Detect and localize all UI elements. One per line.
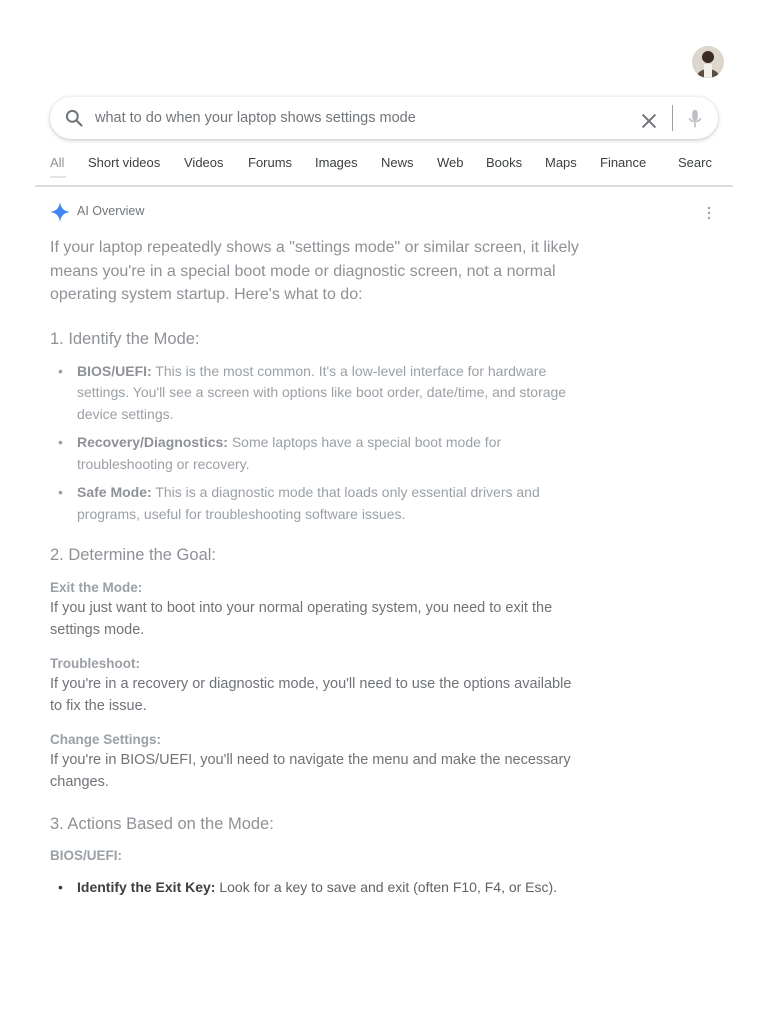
list-item-term: Recovery/Diagnostics: xyxy=(77,434,228,450)
section-heading: 2. Determine the Goal: xyxy=(50,546,216,564)
close-icon[interactable] xyxy=(638,110,660,132)
tab-search[interactable]: Searc xyxy=(678,155,712,170)
list-item-term: BIOS/UEFI: xyxy=(77,362,152,379)
list-item xyxy=(50,361,580,426)
active-tab-indicator xyxy=(50,176,66,178)
tab-videos[interactable]: Videos xyxy=(184,155,224,170)
ai-overview-intro: If your laptop repeatedly shows a "settings mode" or similar screen, it likely means you're in a special boot mode or diagnostic screen, not a normal operating system startup. Here's what to do: xyxy=(50,239,579,303)
tabs-divider xyxy=(35,185,733,187)
goal-title: Troubleshoot: xyxy=(50,656,140,671)
list-item xyxy=(50,877,580,899)
list-item-term: Safe Mode: xyxy=(77,484,152,500)
avatar[interactable] xyxy=(692,46,724,78)
tab-books[interactable]: Books xyxy=(486,155,523,170)
subsection-heading: BIOS/UEFI: xyxy=(50,848,123,863)
tab-all[interactable]: All xyxy=(50,155,65,170)
more-options-icon[interactable] xyxy=(706,205,712,221)
list-item-text: This is a diagnostic mode that loads only essential drivers and programs, useful for troubleshooting software issues. xyxy=(77,484,540,522)
goal-text: If you just want to boot into your normal operating system, you need to exit the settings mode. xyxy=(50,600,553,638)
tab-images[interactable]: Images xyxy=(315,155,358,170)
mode-list xyxy=(50,361,580,526)
ai-overview-content xyxy=(50,236,580,899)
list-item-text: This is the most common. It's a low-level interface for hardware settings. You'll see a screen with options like boot order, date/time, and storage device settings. xyxy=(77,362,567,422)
list-item-text: Look for a key to save and exit (often F10, F4, or Esc). xyxy=(215,879,558,895)
goal-title: Change Settings: xyxy=(50,732,162,747)
list-item xyxy=(50,432,580,475)
tab-web[interactable]: Web xyxy=(437,155,464,170)
list-item xyxy=(50,482,580,525)
tab-forums[interactable]: Forums xyxy=(248,155,293,170)
action-list xyxy=(50,877,580,899)
section-heading: 3. Actions Based on the Mode: xyxy=(50,815,274,833)
goal-title: Exit the Mode: xyxy=(50,580,143,595)
ai-sparkle-icon xyxy=(49,201,71,223)
section-heading: 1. Identify the Mode: xyxy=(50,329,200,348)
search-input[interactable] xyxy=(95,107,615,129)
tab-finance[interactable]: Finance xyxy=(600,155,647,170)
list-item-term: Identify the Exit Key: xyxy=(77,879,216,895)
ai-overview-label: AI Overview xyxy=(77,204,145,218)
goal-text: If you're in BIOS/UEFI, you'll need to navigate the menu and make the necessary changes. xyxy=(50,752,571,790)
search-box[interactable] xyxy=(50,97,718,139)
tab-short-videos[interactable]: Short videos xyxy=(88,155,161,170)
tab-maps[interactable]: Maps xyxy=(545,155,577,170)
tab-news[interactable]: News xyxy=(381,155,414,170)
search-divider xyxy=(672,105,673,131)
list-item-text: Some laptops have a special boot mode for troubleshooting or recovery. xyxy=(77,434,502,472)
microphone-icon[interactable] xyxy=(686,108,704,130)
search-tabs xyxy=(50,155,740,179)
goal-text: If you're in a recovery or diagnostic mode, you'll need to use the options available to fix the issue. xyxy=(50,676,572,714)
search-icon[interactable] xyxy=(64,108,84,128)
